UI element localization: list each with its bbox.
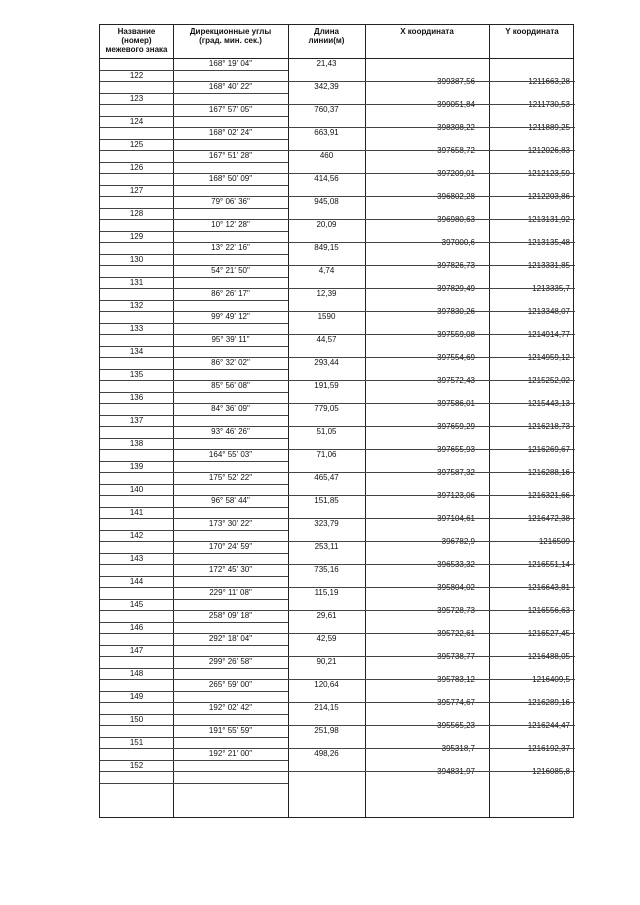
segment-length: 251,98 [314,726,339,735]
segment-angle: 170° 24' 59" [208,542,253,551]
row-divider [100,288,575,289]
point-x: 396533,32 [437,559,475,569]
row-divider [100,656,575,657]
segment-angle: 265° 59' 00" [208,680,253,689]
point-x: 395804,02 [437,582,475,592]
segment-angle: 258° 09' 18" [208,611,253,620]
segment-length: 151,85 [314,496,339,505]
point-x: 398308,22 [437,122,475,132]
segment-length: 90,21 [316,657,337,666]
segment-length: 414,56 [314,174,339,183]
point-number: 132 [129,300,144,310]
point-number: 143 [129,553,144,563]
row-divider [100,357,575,358]
row-divider [100,610,575,611]
segment-angle: 85° 56' 08" [211,381,250,390]
point-number: 134 [129,346,144,356]
segment-angle: 192° 21' 00" [208,749,253,758]
point-y: 1216643,81 [527,582,570,592]
row-divider [100,104,575,105]
point-y: 1216192,37 [527,743,570,753]
point-number: 129 [129,231,144,241]
point-number: 145 [129,599,144,609]
segment-length: 293,44 [314,358,339,367]
segment-length: 214,15 [314,703,339,712]
segment-length: 323,79 [314,519,339,528]
point-x: 399051,84 [437,99,475,109]
segment-angle: 192° 02' 42" [208,703,253,712]
point-number: 123 [129,93,144,103]
point-number: 150 [129,714,144,724]
point-y: 1212026,83 [527,145,570,155]
segment-angle: 173° 30' 22" [208,519,253,528]
point-x: 395565,23 [437,720,475,730]
segment-length: 760,37 [314,105,339,114]
point-x: 397572,43 [437,375,475,385]
row-divider [100,495,575,496]
point-y: 1212123,59 [527,168,570,178]
point-number: 149 [129,691,144,701]
point-number: 139 [129,461,144,471]
point-y: 1216556,63 [527,605,570,615]
segment-angle: 99° 49' 12" [211,312,250,321]
point-number: 131 [129,277,144,287]
point-x: 397655,93 [437,444,475,454]
segment-angle: 79° 06' 36" [211,197,250,206]
segment-length: 945,08 [314,197,339,206]
point-number: 125 [129,139,144,149]
row-divider [100,127,575,128]
point-x: 396980,63 [437,214,475,224]
segment-length: 20,09 [316,220,337,229]
point-number: 148 [129,668,144,678]
point-number: 127 [129,185,144,195]
point-number: 146 [129,622,144,632]
segment-length: 42,59 [316,634,337,643]
point-number: 137 [129,415,144,425]
segment-angle: 168° 02' 24" [208,128,253,137]
point-x: 396802,28 [437,191,475,201]
point-x: 395738,77 [437,651,475,661]
point-x: 397659,29 [437,421,475,431]
row-divider [100,783,288,784]
point-x: 397554,69 [437,352,475,362]
point-y: 1216321,66 [527,490,570,500]
point-x: 397559,08 [437,329,475,339]
point-y: 1216288,16 [527,467,570,477]
point-y: 1216527,45 [527,628,570,638]
segment-angle: 96° 58' 44" [211,496,250,505]
point-number: 133 [129,323,144,333]
point-number: 152 [129,760,144,770]
table-header [100,25,573,59]
point-y: 1214959,12 [527,352,570,362]
segment-angle: 168° 50' 09" [208,174,253,183]
row-divider [100,518,575,519]
point-x: 397826,73 [437,260,475,270]
row-divider [100,150,575,151]
row-divider [100,771,575,772]
row-divider [100,541,575,542]
point-y: 1216488,05 [527,651,570,661]
segment-angle: 175° 52' 22" [208,473,253,482]
row-divider [100,426,575,427]
point-x: 395774,67 [437,697,475,707]
segment-length: 1590 [317,312,336,321]
point-x: 395728,73 [437,605,475,615]
point-x: 397830,26 [437,306,475,316]
table-body [100,58,573,817]
segment-angle: 168° 19' 04" [208,59,253,68]
segment-angle: 167° 51' 28" [208,151,253,160]
segment-angle: 168° 40' 22" [208,82,253,91]
point-y: 1214914,77 [527,329,570,339]
header-y: Y координата [505,27,559,36]
segment-length: 44,57 [316,335,337,344]
point-y: 1216244,47 [527,720,570,730]
coordinates-table [99,24,574,818]
point-y: 1213348,07 [527,306,570,316]
segment-angle: 172° 45' 30" [208,565,253,574]
point-y: 1213135,48 [527,237,570,247]
segment-length: 253,11 [314,542,339,551]
point-y: 1213331,85 [527,260,570,270]
point-y: 1211889,25 [528,122,570,132]
point-number: 135 [129,369,144,379]
row-divider [100,725,575,726]
row-divider [100,748,575,749]
point-x: 397123,06 [437,490,475,500]
segment-length: 71,06 [316,450,337,459]
segment-length: 342,39 [314,82,339,91]
point-y: 1216269,67 [527,444,570,454]
point-x: 394831,97 [437,766,475,776]
segment-angle: 86° 26' 17" [211,289,250,298]
point-number: 138 [129,438,144,448]
segment-length: 21,43 [316,59,337,68]
point-number: 130 [129,254,144,264]
segment-angle: 13° 22' 16" [211,243,250,252]
row-divider [100,587,575,588]
row-divider [100,219,575,220]
point-number: 147 [129,645,144,655]
point-y: 1216409,5 [532,674,570,684]
segment-length: 498,26 [314,749,339,758]
segment-length: 465,47 [314,473,339,482]
point-x: 397587,32 [437,467,475,477]
point-x: 399387,56 [437,76,475,86]
segment-length: 779,05 [314,404,339,413]
segment-length: 120,64 [314,680,339,689]
point-x: 397829,49 [437,283,475,293]
point-x: 395783,12 [437,674,475,684]
point-number: 136 [129,392,144,402]
header-angles: Дирекционные углы (град. мин. сек.) [189,27,272,45]
point-x: 397209,01 [437,168,475,178]
segment-angle: 86° 32' 02" [211,358,250,367]
point-number: 124 [129,116,144,126]
row-divider [100,334,575,335]
point-y: 1212203,86 [527,191,570,201]
segment-length: 849,15 [314,243,339,252]
segment-length: 663,91 [314,128,339,137]
point-y: 1215443,13 [527,398,570,408]
row-divider [100,564,575,565]
row-divider [100,380,575,381]
segment-angle: 54° 21' 50" [211,266,250,275]
segment-length: 460 [319,151,334,160]
segment-length: 29,61 [316,611,337,620]
segment-angle: 299° 26' 58" [208,657,253,666]
point-x: 397658,72 [437,145,475,155]
point-number: 151 [129,737,144,747]
point-y: 1216509 [538,536,570,546]
row-divider [100,196,575,197]
segment-angle: 84° 36' 09" [211,404,250,413]
row-divider [100,472,575,473]
point-number: 128 [129,208,144,218]
segment-angle: 292° 18' 04" [208,634,253,643]
point-number: 144 [129,576,144,586]
point-y: 1216472,38 [527,513,570,523]
point-y: 1213131,92 [527,214,570,224]
segment-angle: 95° 39' 11" [211,335,250,344]
point-x: 395318,7 [441,743,475,753]
header-name: Название (номер) межевого знака [105,27,168,54]
segment-angle: 191° 55' 59" [208,726,253,735]
row-divider [100,679,575,680]
segment-angle: 10° 12' 28" [211,220,250,229]
row-divider [100,81,575,82]
row-divider [100,265,575,266]
row-divider [100,242,575,243]
row-divider [100,311,575,312]
segment-length: 191,59 [314,381,339,390]
point-number: 142 [129,530,144,540]
point-x: 397104,61 [437,513,475,523]
segment-angle: 167° 57' 05" [208,105,253,114]
row-divider [100,633,575,634]
segment-length: 12,39 [316,289,337,298]
segment-length: 115,19 [314,588,339,597]
point-x: 395722,61 [437,628,475,638]
point-y: 1213335,7 [532,283,570,293]
point-y: 1211730,53 [528,99,570,109]
header-x: X координата [400,27,454,36]
point-y: 1215252,02 [527,375,570,385]
point-y: 1216085,8 [532,766,570,776]
point-number: 141 [129,507,144,517]
point-number: 140 [129,484,144,494]
header-length: Длина линии(м) [308,27,345,45]
point-number: 122 [129,70,144,80]
row-divider [100,173,575,174]
point-number: 126 [129,162,144,172]
segment-angle: 93° 46' 26" [211,427,250,436]
point-x: 397000,6 [441,237,475,247]
row-divider [100,403,575,404]
segment-length: 51,05 [316,427,337,436]
segment-angle: 229° 11' 08" [209,588,252,597]
segment-length: 4,74 [318,266,335,275]
row-divider [100,449,575,450]
point-x: 397586,01 [437,398,475,408]
segment-angle: 164° 55' 03" [208,450,253,459]
row-divider [100,702,575,703]
point-x: 396782,9 [441,536,475,546]
point-y: 1216289,16 [527,697,570,707]
point-y: 1216551,14 [527,559,570,569]
point-y: 1211663,28 [528,76,570,86]
segment-length: 735,16 [314,565,339,574]
point-y: 1216218,73 [527,421,570,431]
